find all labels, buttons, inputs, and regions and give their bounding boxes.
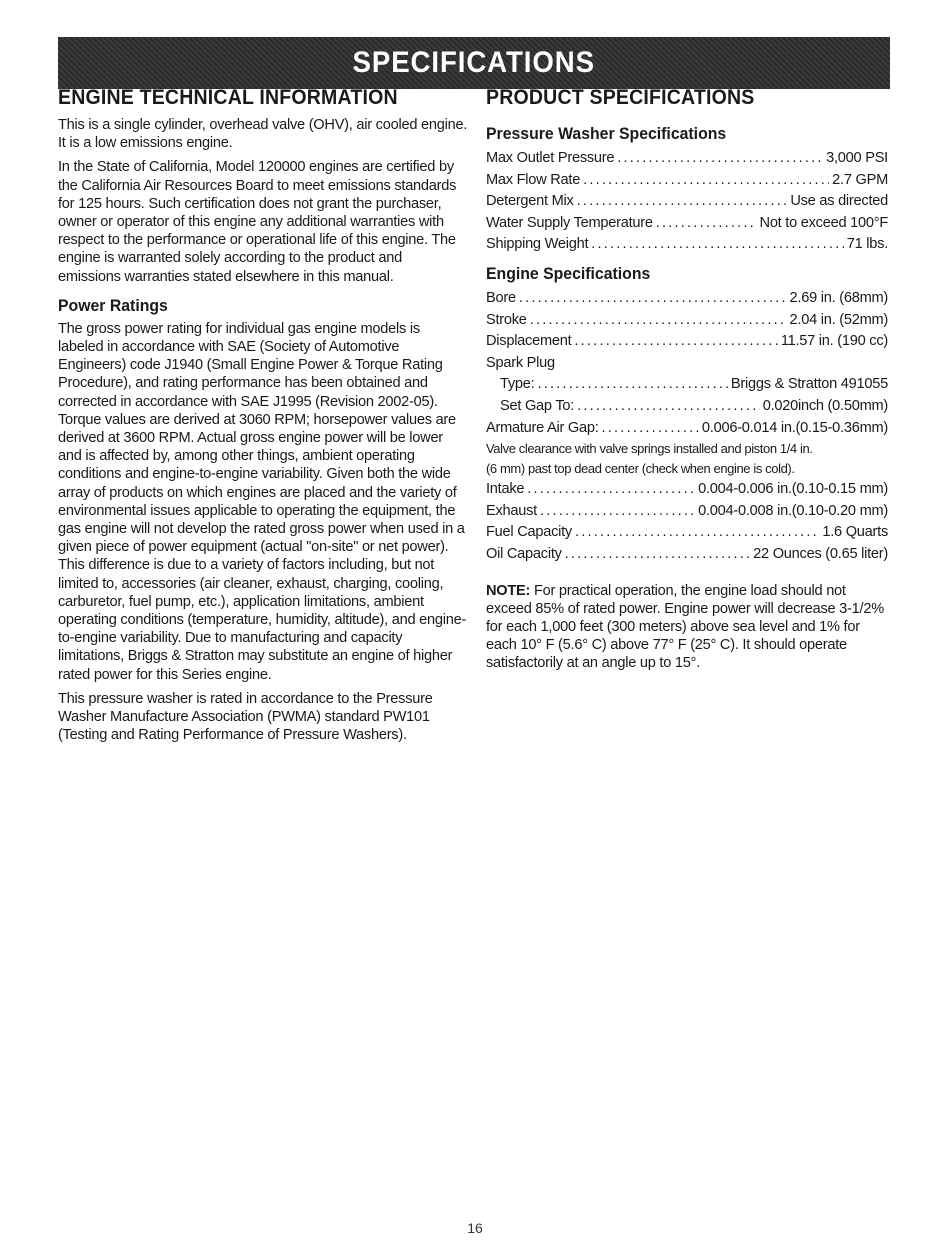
leader-dots	[519, 288, 787, 310]
spec-label: Water Supply Temperature	[486, 214, 653, 231]
spec-row	[486, 234, 888, 256]
spec-value: 0.004-0.008 in.(0.10-0.20 mm)	[698, 502, 888, 519]
spec-row	[486, 331, 888, 353]
spec-value: Briggs & Stratton 491055	[730, 376, 888, 393]
spec-row	[486, 374, 888, 396]
leader-dots	[527, 479, 695, 501]
leader-dots	[540, 501, 695, 523]
spec-label: Fuel Capacity	[486, 524, 572, 541]
leader-dots	[602, 418, 699, 440]
page-number: 16	[467, 1220, 483, 1236]
leader-dots	[565, 544, 750, 566]
pressure-washer-spec-list	[486, 148, 888, 256]
leader-dots	[574, 331, 777, 353]
california-certification-paragraph: In the State of California, Model 120000 engines are certified by the California Air Resources Board to meet emissions standards for 125 hours. Such certification does not grant the purchaser, owner or operator of this engine any additional warranties with respect to the performance or operational life of this engine. The engine is warranted solely according to the product and emissions warranties stated elsewhere in this manual.	[58, 159, 457, 285]
spec-row	[486, 148, 888, 170]
spec-value: 1.6 Quarts	[822, 524, 888, 541]
engine-description-paragraph: This is a single cylinder, overhead valve (OHV), air cooled engine. It is a low emissions engine.	[58, 117, 468, 152]
pwma-rating-paragraph: This pressure washer is rated in accordance to the Pressure Washer Manufacture Association (PWMA) standard PW101 (Testing and Rating Performance of Pressure Washers).	[58, 690, 433, 744]
leader-dots	[583, 170, 829, 192]
spec-value: 71 lbs.	[846, 236, 888, 253]
spec-value: 2.7 GPM	[832, 171, 888, 188]
spec-value: 0.020inch (0.50mm)	[762, 397, 888, 414]
spec-label: Max Outlet Pressure	[486, 150, 615, 166]
leader-dots	[656, 213, 757, 235]
spec-row	[486, 310, 888, 332]
engine-spec-list	[486, 288, 888, 566]
spec-row	[486, 522, 888, 544]
spec-label: Displacement	[486, 333, 572, 350]
spec-label: Shipping Weight	[486, 236, 589, 253]
spec-value: 2.69 in. (68mm)	[789, 289, 888, 306]
spec-label: Exhaust	[486, 502, 537, 519]
spec-value: Not to exceed 100°F	[759, 214, 888, 231]
engine-technical-information-column	[58, 86, 468, 751]
spec-label: Max Flow Rate	[486, 171, 581, 188]
power-ratings-paragraph: The gross power rating for individual gas engine models is labeled in accordance with SAE (Society of Automotive Engineers) code J1940 (Small Engine Power & Torque Rating Procedure), and rating performance has been obtained and corrected in accordance with SAE J1995 (Revision 2002-05). Torque values are derived at 3060 RPM; horsepower values are derived at 3600 RPM. Actual gross engine power will be lower and is affected by, among other things, ambient operating conditions and engine-to-engine variability. Given both the wide array of products on which engines are placed and the variety of environmental issues applicable to operating the equipment, the gas engine will not develop the rated gross power when used in a given piece of power equipment (actual "on-site" or net power). This difference is due to a variety of factors including, but not limited to, accessories (air cleaner, exhaust, charging, cooling, carburetor, fuel pump, etc.), application limitations, ambient operating conditions (temperature, humidity, altitude), and engine-to-engine variability. Due to manufacturing and capacity limitations, Briggs & Stratton may substitute an engine of higher rated power for this Series engine.	[58, 320, 467, 683]
spec-label: Set Gap To:	[500, 397, 575, 414]
spec-row	[486, 544, 888, 566]
power-ratings-heading: Power Ratings	[58, 295, 168, 315]
operation-note	[486, 582, 888, 673]
spec-row	[486, 418, 888, 440]
spec-label: Oil Capacity	[486, 545, 562, 562]
leader-dots	[537, 374, 727, 396]
valve-clearance-note: Valve clearance with valve springs installed and piston 1/4 in.	[486, 441, 813, 457]
spec-label: Bore	[486, 289, 516, 306]
valve-clearance-note-continued: (6 mm) past top dead center (check when engine is cold).	[486, 461, 795, 477]
product-specifications-heading: PRODUCT SPECIFICATIONS	[486, 86, 755, 109]
spec-value: Use as directed	[790, 193, 888, 210]
spec-value: 22 Ounces (0.65 liter)	[753, 545, 888, 562]
specifications-banner	[58, 37, 890, 89]
engine-specifications-heading: Engine Specifications	[486, 263, 651, 283]
leader-dots	[577, 396, 760, 418]
spec-label: Type:	[500, 376, 535, 393]
spec-value: 0.004-0.006 in.(0.10-0.15 mm)	[698, 481, 888, 498]
spec-label: Armature Air Gap:	[486, 419, 599, 436]
spec-row	[486, 191, 888, 213]
leader-dots	[575, 522, 819, 544]
spec-value: 0.006-0.014 in.(0.15-0.36mm)	[701, 419, 888, 436]
spec-value: 3,000 PSI	[826, 150, 888, 166]
note-label: NOTE:	[486, 582, 531, 599]
product-specifications-column	[486, 86, 888, 687]
leader-dots	[530, 310, 787, 332]
leader-dots	[591, 234, 843, 256]
engine-technical-information-heading: ENGINE TECHNICAL INFORMATION	[58, 86, 398, 109]
spec-value: 2.04 in. (52mm)	[789, 311, 888, 328]
note-text: For practical operation, the engine load should not exceed 85% of rated power. Engine power will decrease 3-1/2% for each 1,000 feet (300 meters) above sea level and 1% for each 10° F (5.6° C) above 77° F (25° C). It should operate satisfactorily at an angle up to 15°.	[486, 582, 884, 672]
spec-row	[486, 288, 888, 310]
spec-row	[486, 396, 888, 418]
spec-row	[486, 501, 888, 523]
spec-row	[486, 170, 888, 192]
spec-label: Stroke	[486, 311, 527, 328]
spark-plug-label: Spark Plug	[486, 354, 555, 371]
spec-row	[486, 213, 888, 235]
leader-dots	[617, 148, 823, 170]
spec-label: Detergent Mix	[486, 193, 574, 210]
banner-title: SPECIFICATIONS	[352, 46, 596, 79]
spec-row	[486, 479, 888, 501]
spec-label: Intake	[486, 481, 525, 498]
spec-value: 11.57 in. (190 cc)	[780, 333, 888, 350]
pressure-washer-specifications-heading: Pressure Washer Specifications	[486, 124, 727, 143]
leader-dots	[577, 191, 788, 213]
